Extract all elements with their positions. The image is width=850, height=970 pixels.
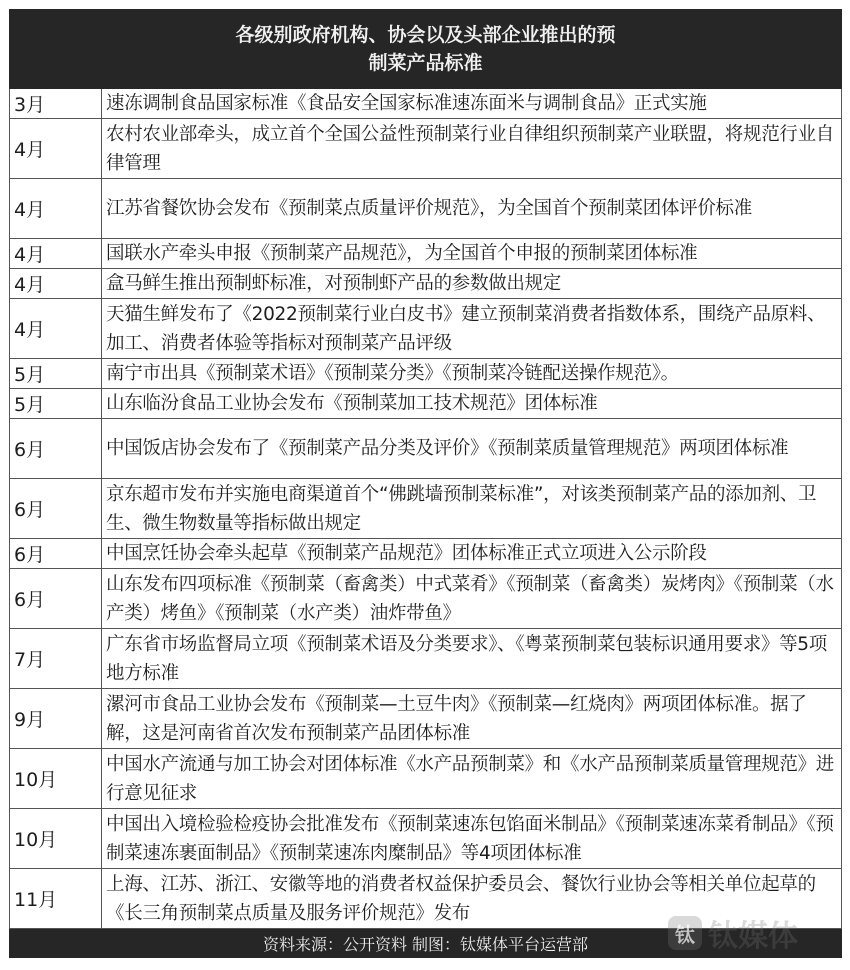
table-row xyxy=(10,179,841,239)
table-title xyxy=(9,9,842,89)
description-cell: 中国水产流通与加工协会对团体标准《水产品预制菜》和《水产品预制菜质量管理规范》进行意见征求 xyxy=(106,753,835,804)
description-cell: 国联水产牵头申报《预制菜产品规范》，为全国首个申报的预制菜团体标准 xyxy=(106,243,698,264)
month-cell: 5月 xyxy=(10,359,102,388)
description-cell: 速冻调制食品国家标准《食品安全国家标准速冻面米与调制食品》正式实施 xyxy=(106,93,707,114)
month-cell: 9月 xyxy=(10,689,102,748)
description-cell: 天猫生鲜发布了《2022预制菜行业白皮书》建立预制菜消费者指数体系，围绕产品原料、加工、消费者体验等指标对预制菜产品评级 xyxy=(106,303,826,354)
table-body xyxy=(9,89,842,929)
month-cell: 10月 xyxy=(10,749,102,808)
table-row xyxy=(10,569,841,629)
description-cell: 山东临汾食品工业协会发布《预制菜加工技术规范》团体标准 xyxy=(106,393,598,414)
table-row xyxy=(10,869,841,929)
month-cell: 4月 xyxy=(10,269,102,298)
description-cell: 江苏省餐饮协会发布《预制菜点质量评价规范》，为全国首个预制菜团体评价标准 xyxy=(106,198,752,219)
description-cell: 广东省市场监督局立项《预制菜术语及分类要求》、《粤菜预制菜包装标识通用要求》等5项地方标准 xyxy=(106,633,827,684)
month-cell: 4月 xyxy=(10,119,102,178)
description-cell: 上海、江苏、浙江、安徽等地的消费者权益保护委员会、餐饮行业协会等相关单位起草的《长三角预制菜点质量及服务评价规范》发布 xyxy=(106,873,816,924)
table-row xyxy=(10,689,841,749)
table-row xyxy=(10,299,841,359)
description-cell: 农村农业部牵头，成立首个全国公益性预制菜行业自律组织预制菜产业联盟，将规范行业自律管理 xyxy=(106,123,835,174)
table-row xyxy=(10,89,841,119)
month-cell: 7月 xyxy=(10,629,102,688)
description-cell: 山东发布四项标准《预制菜（畜禽类）中式菜肴》《预制菜（畜禽类）炭烤肉》《预制菜（水产类）烤鱼》《预制菜（水产类）油炸带鱼》 xyxy=(106,573,834,624)
description-cell: 中国饭店协会发布了《预制菜产品分类及评价》《预制菜质量管理规范》两项团体标准 xyxy=(106,438,789,459)
title-line-1: 各级别政府机构、协会以及头部企业推出的预 xyxy=(235,24,616,46)
month-cell: 11月 xyxy=(10,869,102,928)
table-row xyxy=(10,539,841,569)
table-row xyxy=(10,479,841,539)
month-cell: 5月 xyxy=(10,389,102,418)
watermark-text: 钛媒体 xyxy=(708,919,798,954)
month-cell: 3月 xyxy=(10,89,102,118)
month-cell: 4月 xyxy=(10,299,102,358)
table-row xyxy=(10,629,841,689)
month-cell: 4月 xyxy=(10,179,102,238)
description-cell: 京东超市发布并实施电商渠道首个“佛跳墙预制菜标准”，对该类预制菜产品的添加剂、卫生、微生物数量等指标做出规定 xyxy=(106,483,817,534)
month-cell: 6月 xyxy=(10,419,102,478)
description-cell: 中国烹饪协会牵头起草《预制菜产品规范》团体标准正式立项进入公示阶段 xyxy=(106,543,707,564)
description-cell: 中国出入境检验检疫协会批准发布《预制菜速冻包馅面米制品》《预制菜速冻菜肴制品》《预制菜速冻裹面制品》《预制菜速冻肉糜制品》等4项团体标准 xyxy=(106,813,834,864)
tmtpost-logo-icon: 钛 xyxy=(668,916,702,950)
standards-table xyxy=(9,9,842,958)
source-footer xyxy=(9,929,842,958)
month-cell: 4月 xyxy=(10,239,102,268)
month-cell: 6月 xyxy=(10,479,102,538)
description-cell: 盒马鲜生推出预制虾标准，对预制虾产品的参数做出规定 xyxy=(106,273,562,294)
description-cell: 南宁市出具《预制菜术语》《预制菜分类》《预制菜冷链配送操作规范》。 xyxy=(106,363,679,384)
table-row xyxy=(10,119,841,179)
table-row xyxy=(10,809,841,869)
table-row xyxy=(10,419,841,479)
source-text: 资料来源：公开资料 制图：钛媒体平台运营部 xyxy=(262,935,589,954)
description-cell: 漯河市食品工业协会发布《预制菜—土豆牛肉》《预制菜—红烧肉》两项团体标准。据了解，这是河南省首次发布预制菜产品团体标准 xyxy=(106,693,807,744)
month-cell: 6月 xyxy=(10,569,102,628)
table-row xyxy=(10,749,841,809)
title-line-2: 制菜产品标准 xyxy=(368,52,483,74)
table-row xyxy=(10,239,841,269)
table-row xyxy=(10,389,841,419)
table-row xyxy=(10,359,841,389)
month-cell: 10月 xyxy=(10,809,102,868)
month-cell: 6月 xyxy=(10,539,102,568)
table-row xyxy=(10,269,841,299)
